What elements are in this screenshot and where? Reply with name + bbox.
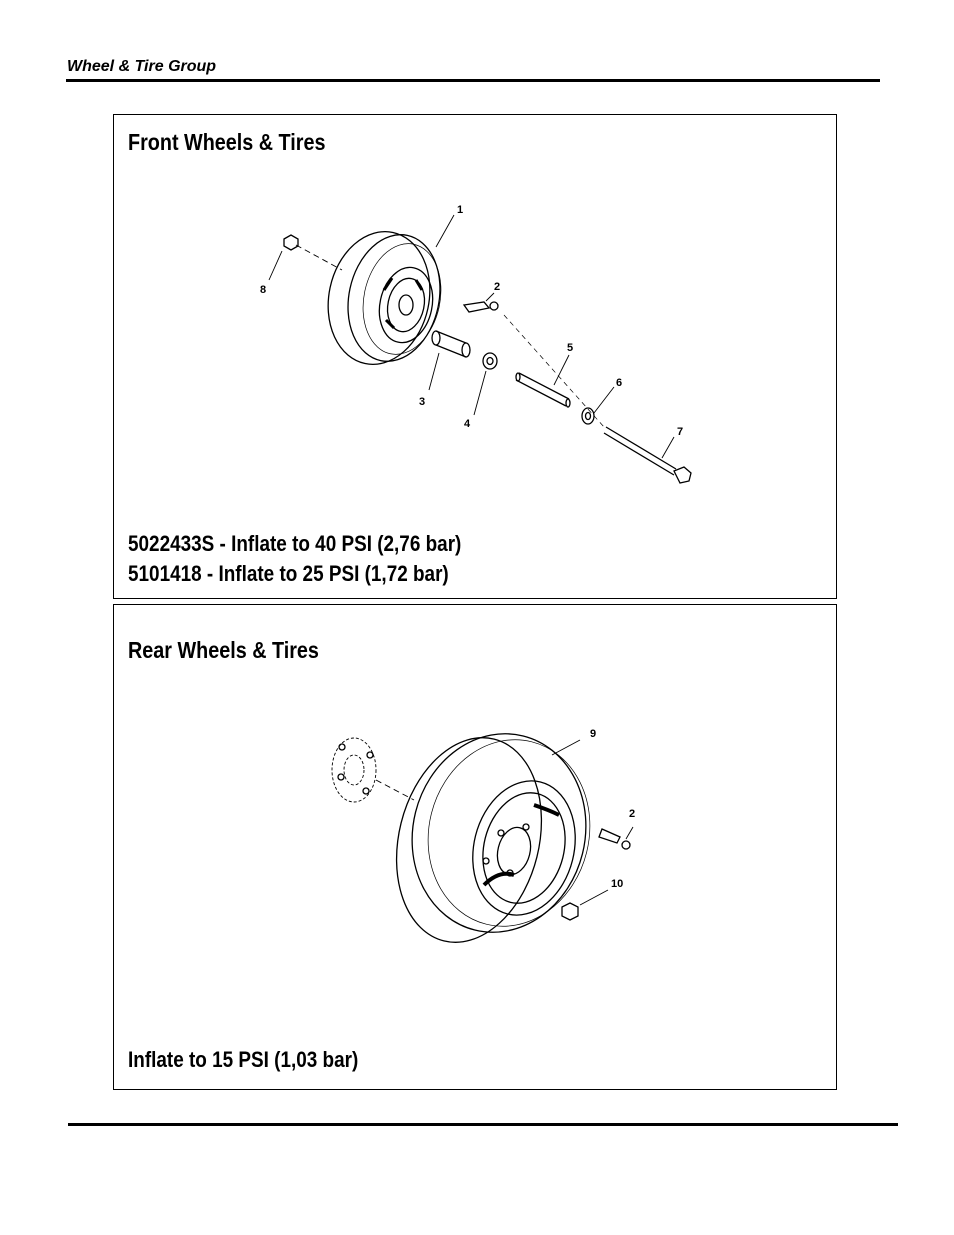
page-header-title: Wheel & Tire Group [67, 58, 217, 75]
front-tire [316, 222, 442, 374]
callout-4: 4 [464, 418, 471, 430]
front-inflate-note-2: 5101418 - Inflate to 25 PSI (1,72 bar) [128, 561, 449, 586]
header-rule [66, 79, 880, 82]
callout-5-spacer [516, 373, 569, 406]
footer-rule [68, 1123, 898, 1126]
callout-2-rear: 2 [629, 808, 636, 820]
front-wheels-panel [113, 114, 837, 599]
rear-inflate-note: Inflate to 15 PSI (1,03 bar) [128, 1047, 359, 1072]
callout-10: 10 [611, 878, 624, 890]
callout-10-nut [562, 903, 578, 920]
rear-wheels-panel [113, 604, 837, 1090]
callout-5: 5 [567, 342, 574, 354]
callout-8: 8 [260, 284, 267, 296]
rear-wheel-diagram [114, 605, 838, 1091]
callout-3-bearing [462, 343, 470, 357]
front-inflate-note-1: 5022433S - Inflate to 40 PSI (2,76 bar) [128, 531, 462, 556]
callout-8-nut [284, 235, 298, 250]
front-panel-title: Front Wheels & Tires [128, 129, 326, 155]
callout-7-bolt [604, 427, 676, 475]
callout-2: 2 [494, 281, 501, 293]
callout-9: 9 [590, 728, 597, 740]
rear-tire [376, 722, 562, 958]
rear-panel-title: Rear Wheels & Tires [128, 637, 319, 663]
callout-6-washer [582, 408, 594, 424]
callout-4-washer [483, 353, 497, 369]
front-rim [373, 262, 440, 347]
front-wheel-diagram [114, 115, 838, 600]
callout-7: 7 [677, 426, 684, 438]
callout-6: 6 [616, 377, 623, 389]
callout-1: 1 [457, 204, 464, 216]
callout-3: 3 [419, 396, 426, 408]
